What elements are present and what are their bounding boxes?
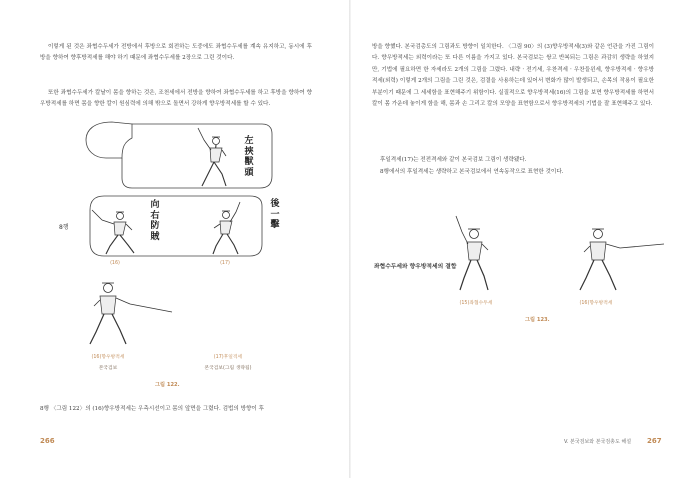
page-number: 266 (40, 437, 55, 445)
page-number: 267 (647, 437, 662, 445)
swordsman-right-guard-icon (98, 208, 142, 256)
paragraph: 방을 향했다. 본국검총도의 그림과도 방향이 일치한다. 〈그림 90〉의 (3)향우방적세(3)와 같은 언관을 가진 그림이다. 향우방적세는 외력이라는 또 다른 이름을 가지고 있다. 본국검보는 쌍고 반복되는 그림은 과감히 생략을 하였지만, 기법에 필요하면 한 자세라도 2개의 그림을 그렸다. 내략 · 전기세, 우찬격세 · 우찬들윈세, 향우방적세 · 향우방적세(외력) 이렇게 2개의 그림을 그린 것은, 검결을 사용하는데 있어서 변화가 많이 발생되고, 손목의 작용이 필요한 부분이기 때문에 그 세세함을 표현해주기 위함이다. 실질적으로 향우방적세(16)의 그림을 보면 향우방적세를 하면서 칼이 몸 가운데 놓이게 함을 해, 몸과 손 그리고 칼의 모양을 표현함으로서 향우방적세의 기법을 잘 표현해주고 있다. (372, 44, 654, 108)
paragraph: 이렇게 된 것은 좌협수두세가 전방에서 후방으로 회전하는 도중에도 좌협수두세를 계속 유지하고, 동시에 후방을 향하여 향후방적세를 해야 하기 때문에 좌협수두세를 2장으로 그린 것이다. (40, 44, 312, 62)
paragraph: 후일격세(17)는 전전격세와 같이 본국검보 그림이 생략됐다. (380, 157, 527, 163)
running-head: V. 본국검보와 본국검총도 해설 (564, 439, 632, 445)
paragraph: 8행에서의 후일격세는 생략하고 본국검보에서 연속동작으로 표현한 것이다. (380, 169, 564, 175)
caption-17-main: (17)후일격세 (213, 355, 243, 360)
caption-16: (16) (110, 261, 120, 266)
caption-16-sub: 본국검보 (98, 366, 118, 371)
swordsman-left-shoulder-icon (452, 220, 498, 294)
caption-17-sub: 본국검보(그림 생략됨) (204, 366, 252, 371)
figure-title: 그림 123. (525, 317, 550, 323)
figure-title: 그림 122. (155, 382, 180, 388)
figure-label-right: 後一擊 (270, 199, 280, 230)
swordsman-large-icon (86, 276, 176, 350)
caption-15: (15)좌협수두세 (459, 301, 493, 306)
caption-16-main: (16)향우방적세 (91, 355, 125, 360)
swordsman-back-strike-icon (206, 206, 246, 256)
swordsman-right-guard-icon (576, 222, 666, 296)
paragraph: 또한 좌협수두세가 칼날이 몸을 향하는 것은, 조천세에서 전방을 향하여 좌협수두세를 하고 후방을 향하여 향우방적세를 하면 몸을 향한 칼이 원심력에 의해 밖으로 돌면서 강하게 향우방적세를 할 수 있다. (40, 90, 312, 108)
right-page (350, 0, 700, 478)
figure-label-top: 左挾獸頭 (244, 136, 254, 178)
row-label: 8행 (59, 224, 69, 231)
section-heading: 좌협수두세와 향우방적세의 결합 (374, 264, 457, 270)
caption-17: (17) (220, 261, 230, 266)
swordsman-left-shoulder-icon (196, 134, 236, 190)
caption-16: (16)향우방적세 (579, 301, 613, 306)
paragraph: 8행 〈그림 122〉의 (16)향우방적세는 우측시선이고 몸의 앞면을 그렸다. 검법의 방향이 후 (40, 406, 264, 412)
figure-label-center: 向右防賊 (150, 200, 160, 242)
